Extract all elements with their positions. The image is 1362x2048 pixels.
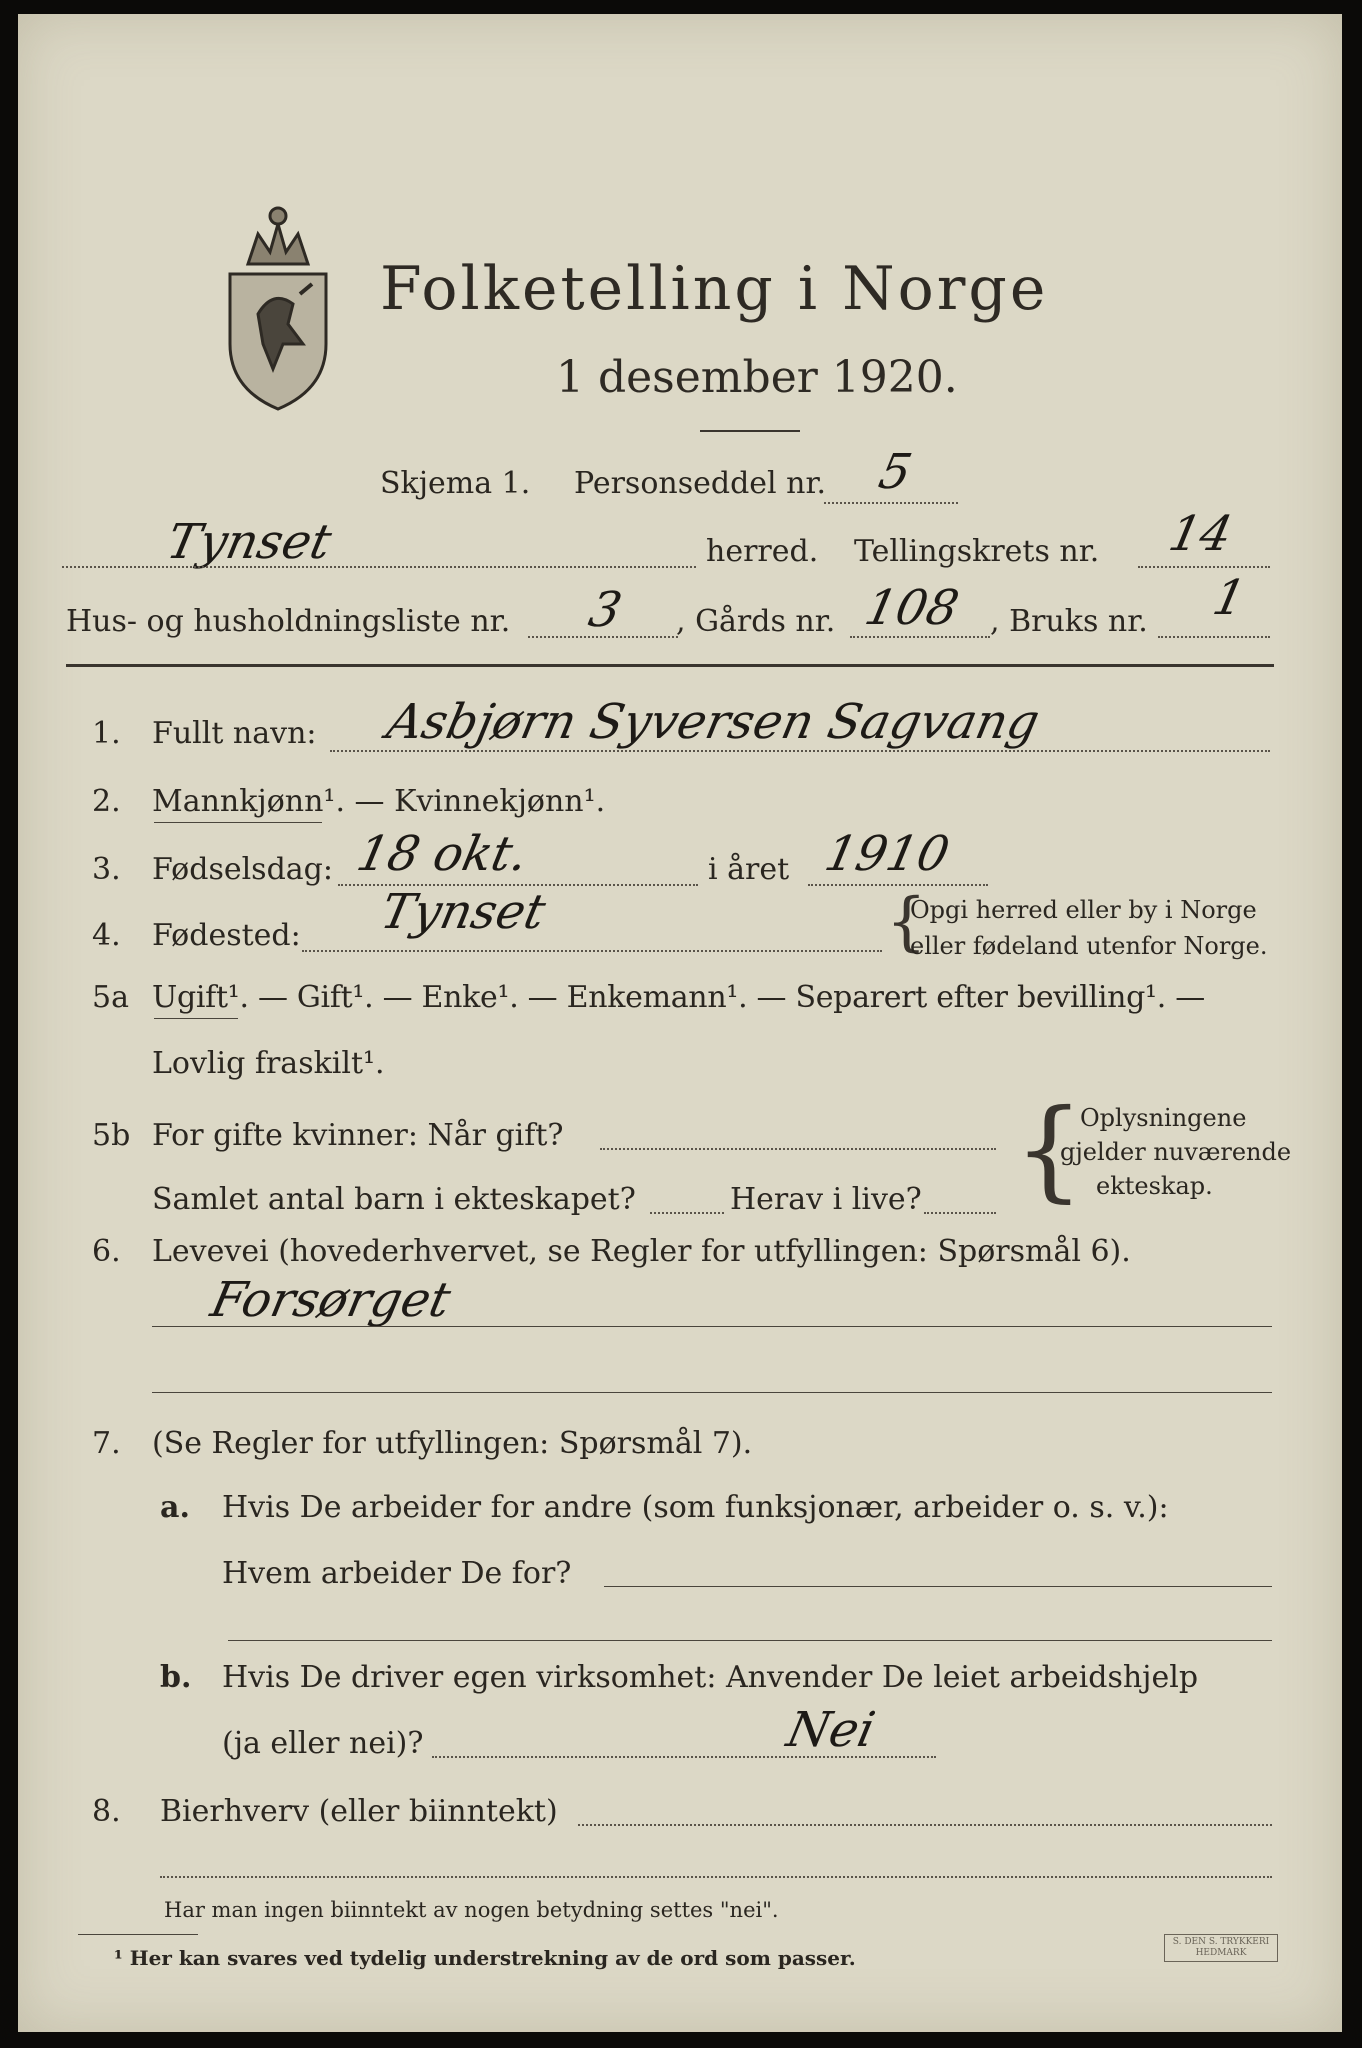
tellingskrets-value[interactable]: 14 [1164, 506, 1238, 562]
q6-line-1 [152, 1326, 1272, 1327]
q4-note-1: Opgi herred eller by i Norge [910, 896, 1257, 924]
birth-year-value[interactable]: 1910 [820, 826, 955, 882]
printer-stamp-line-1: S. DEN S. TRYKKERI [1172, 1937, 1270, 1947]
form-title: Folketelling i Norge [380, 254, 1049, 324]
q6-number: 6. [92, 1234, 121, 1269]
hired-help-value[interactable]: Nei [782, 1702, 880, 1758]
q6-label: Levevei (hovederhvervet, se Regler for utfyllingen: Spørsmål 6). [152, 1234, 1131, 1269]
gards-value[interactable]: 108 [860, 580, 964, 636]
q4-dotted-line [302, 950, 882, 952]
footer-note: Har man ingen biinntekt av nogen betydning settes "nei". [164, 1898, 779, 1922]
personseddel-value[interactable]: 5 [874, 444, 917, 500]
q7a-label-2: Hvem arbeider De for? [222, 1556, 572, 1591]
q5b-number: 5b [92, 1118, 131, 1153]
q3-label: Fødselsdag: [152, 852, 333, 887]
q4-note-2: eller fødeland utenfor Norge. [910, 932, 1268, 960]
title-divider [700, 430, 800, 432]
q5b-label-2: Samlet antal barn i ekteskapet? [152, 1182, 636, 1217]
q4-brace: { [886, 885, 927, 959]
birthday-value[interactable]: 18 okt. [352, 826, 533, 882]
herred-dotted-line [62, 566, 696, 568]
q5b-note-2: gjelder nuværende [1060, 1138, 1292, 1166]
census-form-sheet [18, 14, 1342, 2032]
q5a-number: 5a [92, 980, 129, 1015]
q8-label: Bierhverv (eller biinntekt) [160, 1794, 558, 1829]
q2-underline-mannkjonn [154, 822, 322, 823]
q7b-label-1: Hvis De driver egen virksomhet: Anvender De leiet arbeidshjelp [222, 1660, 1199, 1695]
gards-label: , Gårds nr. [676, 604, 836, 639]
footnote: ¹ Her kan svares ved tydelig understrekning av de ord som passer. [114, 1946, 856, 1970]
q5a-underline-ugift [154, 1018, 238, 1019]
q7-label: (Se Regler for utfyllingen: Spørsmål 7). [152, 1426, 753, 1461]
q5b-children-dotted-line [650, 1212, 724, 1214]
q7a-line-1 [604, 1586, 1272, 1587]
q1-number: 1. [92, 716, 121, 751]
q7-number: 7. [92, 1426, 121, 1461]
q4-label: Fødested: [152, 918, 301, 953]
form-date: 1 desember 1920. [556, 352, 958, 403]
q5b-brace: { [1014, 1085, 1084, 1213]
bruks-label: , Bruks nr. [990, 604, 1148, 639]
norway-coat-of-arms-icon [218, 194, 338, 414]
q5b-married-dotted-line [600, 1148, 996, 1150]
q4-number: 4. [92, 918, 121, 953]
q5b-label-3: Herav i live? [730, 1182, 922, 1217]
q7b-label-2: (ja eller nei)? [222, 1726, 424, 1761]
q1-dotted-line [330, 750, 1270, 752]
q2-number: 2. [92, 784, 121, 819]
husliste-value[interactable]: 3 [584, 582, 627, 638]
q8-number: 8. [92, 1794, 121, 1829]
q6-line-2 [152, 1392, 1272, 1393]
q8-dotted-line-2 [160, 1876, 1272, 1878]
q7a-line-2 [228, 1640, 1272, 1641]
printer-stamp [1164, 1934, 1278, 1962]
q7a-label-1: Hvis De arbeider for andre (som funksjonær, arbeider o. s. v.): [222, 1490, 1169, 1525]
bruks-dotted-line [1158, 636, 1270, 638]
q5b-alive-dotted-line [924, 1212, 996, 1214]
herred-label: herred. [706, 534, 819, 569]
q3-year-label: i året [708, 852, 790, 887]
herred-value[interactable]: Tynset [162, 514, 337, 570]
q3-number: 3. [92, 852, 121, 887]
tellingskrets-label: Tellingskrets nr. [854, 534, 1100, 569]
q5a-label-1: Ugift¹. — Gift¹. — Enke¹. — Enkemann¹. — Separert efter bevilling¹. — [152, 980, 1205, 1015]
printer-stamp-line-2: HEDMARK [1195, 1948, 1247, 1958]
skjema-label: Skjema 1. [380, 466, 531, 501]
tellingskrets-dotted-line [1138, 566, 1270, 568]
q2-label: Mannkjønn¹. — Kvinnekjønn¹. [152, 784, 606, 819]
husliste-label: Hus- og husholdningsliste nr. [66, 604, 511, 639]
q7a-number: a. [160, 1490, 190, 1525]
personseddel-dotted-line [824, 502, 958, 504]
footnote-rule [78, 1934, 198, 1935]
q8-dotted-line [578, 1824, 1272, 1826]
birthplace-value[interactable]: Tynset [376, 884, 551, 940]
q5a-label-2: Lovlig fraskilt¹. [152, 1046, 385, 1081]
header-separator [66, 664, 1274, 667]
q5b-note-3: ekteskap. [1096, 1172, 1213, 1200]
q5b-note-1: Oplysningene [1080, 1104, 1247, 1132]
full-name-value[interactable]: Asbjørn Syversen Sagvang [382, 694, 1045, 750]
personseddel-label: Personseddel nr. [574, 466, 827, 501]
gards-dotted-line [850, 636, 990, 638]
q7b-number: b. [160, 1660, 192, 1695]
q5b-label-1: For gifte kvinner: Når gift? [152, 1118, 564, 1153]
occupation-value[interactable]: Forsørget [206, 1272, 456, 1328]
bruks-value[interactable]: 1 [1208, 570, 1251, 626]
q1-label: Fullt navn: [152, 716, 317, 751]
